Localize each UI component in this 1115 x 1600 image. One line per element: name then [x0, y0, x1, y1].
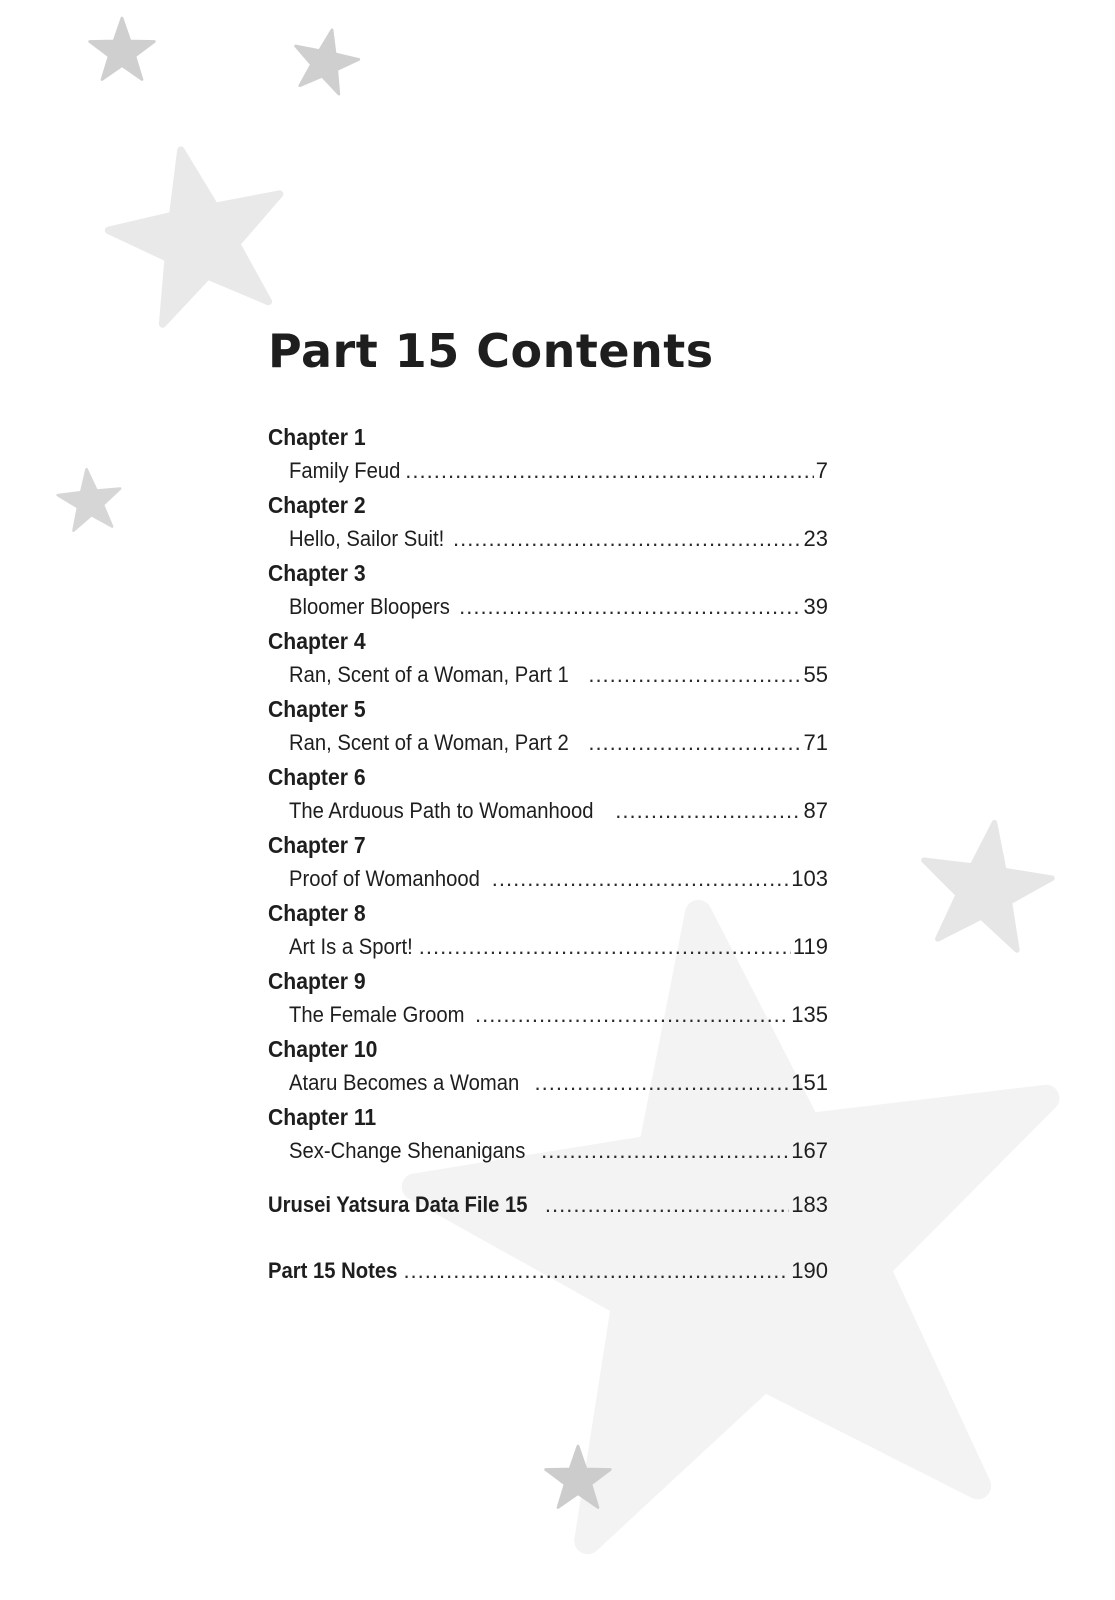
- chapter-label: Chapter 3: [268, 560, 366, 586]
- chapter-title: Family Feud: [289, 458, 401, 483]
- chapter-label: Chapter 1: [268, 424, 366, 450]
- dot-leader: [588, 658, 801, 692]
- chapter-title: Proof of Womanhood: [289, 866, 480, 891]
- dot-leader: [541, 1134, 789, 1168]
- toc-entry: [268, 930, 828, 964]
- chapter-title: Hello, Sailor Suit!: [289, 526, 445, 551]
- page-number: 119: [792, 934, 828, 959]
- chapter-label: Chapter 7: [268, 832, 366, 858]
- toc-chapter: [268, 964, 828, 1032]
- right-star-icon: [913, 814, 1058, 954]
- page-title: Part 15 Contents: [268, 324, 714, 378]
- toc-chapter: [268, 420, 828, 488]
- chapter-label: Chapter 4: [268, 628, 366, 654]
- page-number: 87: [803, 798, 828, 823]
- dot-leader: [475, 998, 789, 1032]
- page-number: 71: [803, 730, 828, 755]
- toc-entry: [268, 590, 828, 624]
- page-number: 55: [803, 662, 828, 687]
- chapter-label: Chapter 2: [268, 492, 366, 518]
- page-number: 151: [791, 1070, 828, 1095]
- chapter-title: Ataru Becomes a Woman: [289, 1070, 520, 1095]
- medium-star-icon: [95, 132, 301, 331]
- page-number: 190: [791, 1258, 828, 1283]
- toc-chapter: [268, 1100, 828, 1168]
- dot-leader: [419, 930, 791, 964]
- chapter-title: The Female Groom: [289, 1002, 465, 1027]
- small-star-icon: [288, 23, 364, 97]
- toc-entry: [268, 862, 828, 896]
- chapter-label: Chapter 10: [268, 1036, 378, 1062]
- page-number: 7: [815, 458, 828, 483]
- chapter-title: Sex-Change Shenanigans: [289, 1138, 526, 1163]
- toc-entry-data-file: [268, 1188, 828, 1222]
- toc-entry: [268, 1134, 828, 1168]
- extra-title: Part 15 Notes: [268, 1258, 398, 1283]
- page-number: 167: [791, 1138, 828, 1163]
- toc-chapter: [268, 760, 828, 828]
- toc-entry: [268, 726, 828, 760]
- dot-leader: [588, 726, 801, 760]
- chapter-label: Chapter 8: [268, 900, 366, 926]
- toc-chapter: [268, 556, 828, 624]
- toc-chapter: [268, 828, 828, 896]
- chapter-title: Ran, Scent of a Woman, Part 2: [289, 730, 569, 755]
- page-number: 23: [803, 526, 828, 551]
- chapter-label: Chapter 9: [268, 968, 366, 994]
- chapter-title: The Arduous Path to Womanhood: [289, 798, 594, 823]
- table-of-contents: [268, 420, 828, 1288]
- page-number: 103: [791, 866, 828, 891]
- small-star-icon: [55, 466, 124, 532]
- toc-entry: [268, 998, 828, 1032]
- toc-chapter: [268, 488, 828, 556]
- chapter-title: Art Is a Sport!: [289, 934, 413, 959]
- dot-leader: [403, 1254, 789, 1288]
- dot-leader: [459, 590, 801, 624]
- toc-chapter: [268, 624, 828, 692]
- dot-leader: [545, 1188, 789, 1222]
- chapter-label: Chapter 6: [268, 764, 366, 790]
- toc-entry: [268, 658, 828, 692]
- toc-chapter: [268, 1032, 828, 1100]
- chapter-title: Ran, Scent of a Woman, Part 1: [289, 662, 569, 687]
- toc-chapter: [268, 896, 828, 964]
- extra-title: Urusei Yatsura Data File 15: [268, 1192, 528, 1217]
- page-number: 135: [791, 1002, 828, 1027]
- dot-leader: [535, 1066, 790, 1100]
- page-number: 39: [803, 594, 828, 619]
- toc-entry-notes: [268, 1254, 828, 1288]
- dot-leader: [453, 522, 802, 556]
- chapter-title: Bloomer Bloopers: [289, 594, 450, 619]
- chapter-label: Chapter 11: [268, 1104, 377, 1130]
- dot-leader: [492, 862, 790, 896]
- dot-leader: [615, 794, 801, 828]
- small-star-icon: [90, 18, 155, 80]
- page-number: 183: [791, 1192, 828, 1217]
- toc-entry: [268, 794, 828, 828]
- toc-entry: [268, 454, 828, 488]
- toc-entry: [268, 1066, 828, 1100]
- toc-entry: [268, 522, 828, 556]
- dot-leader: [405, 454, 813, 488]
- toc-chapter: [268, 692, 828, 760]
- chapter-label: Chapter 5: [268, 696, 366, 722]
